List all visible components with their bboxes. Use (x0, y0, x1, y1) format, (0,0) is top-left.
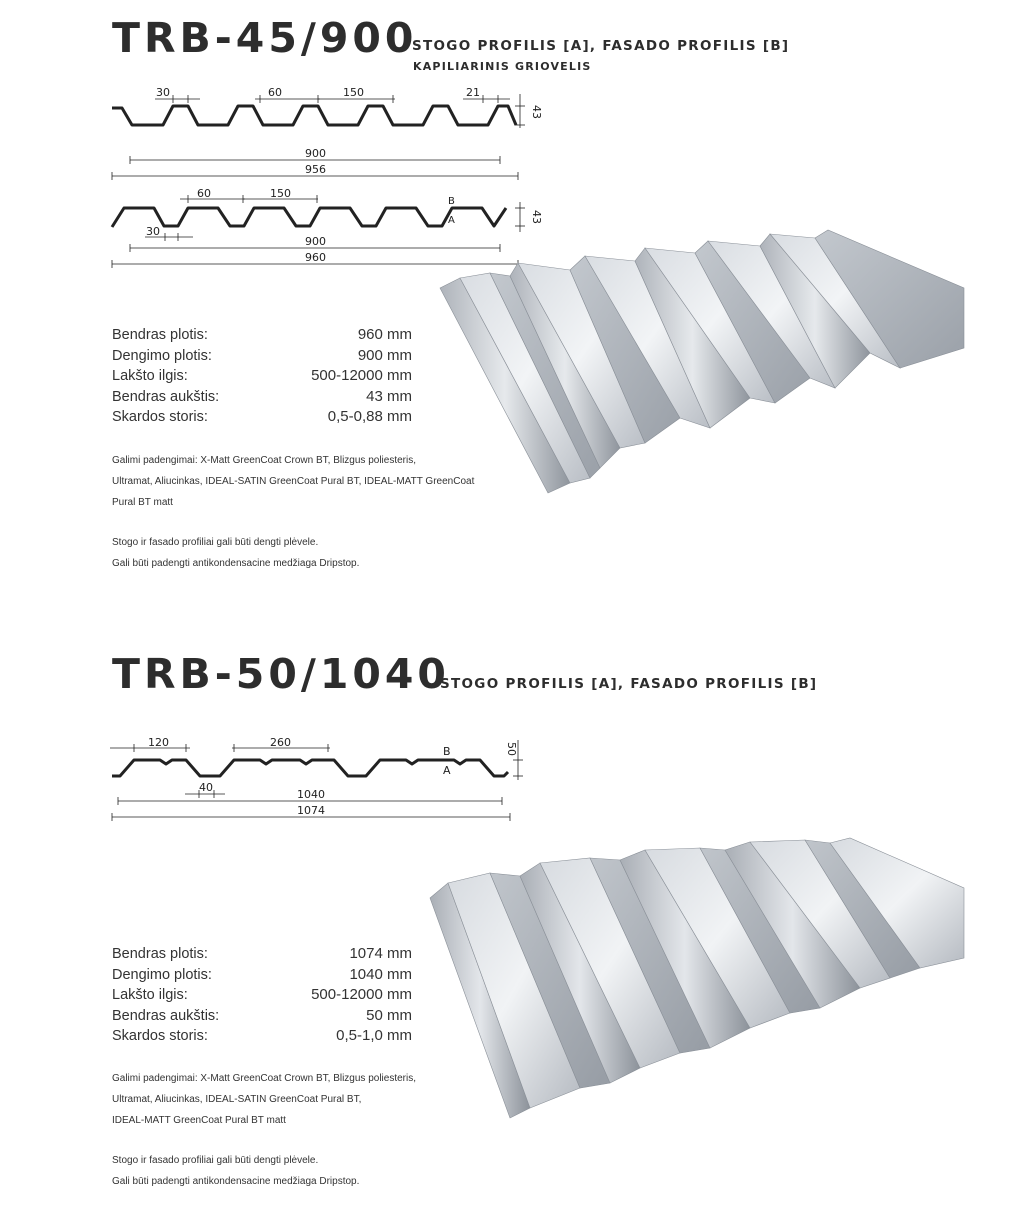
coatings-line: Galimi padengimai: X-Matt GreenCoat Crown BT, Blizgus poliesteris, (112, 455, 417, 466)
spec-row-cover-width (112, 346, 412, 367)
dim-label-43: 43 (530, 105, 543, 119)
spec-label: Bendras aukštis: (112, 1007, 220, 1024)
note-line: Gali būti padengti antikondensacine medžiaga Dripstop. (112, 558, 360, 569)
product2-profile-diagram (0, 730, 540, 825)
dim-label-1074: 1074 (297, 804, 325, 817)
spec-label: Lakšto ilgis: (112, 368, 188, 384)
product1-model-title: TRB-45/900 (112, 14, 418, 62)
note-line: Stogo ir fasado profiliai gali būti dengti plėvele. (112, 537, 319, 548)
dim-label-60: 60 (268, 86, 282, 99)
dim-label-120: 120 (148, 736, 169, 749)
note-line: Gali būti padengti antikondensacine medžiaga Dripstop. (112, 1176, 360, 1187)
dim-label-30: 30 (146, 225, 160, 238)
spec-row-total-height (112, 387, 412, 408)
product1-coatings-text (112, 450, 474, 513)
spec-row-thickness (112, 407, 412, 428)
spec-row-total-width (112, 325, 412, 346)
product1-profile-diagram-1 (0, 80, 543, 180)
product1-notes (112, 532, 359, 574)
coatings-line: IDEAL-MATT GreenCoat Pural BT matt (112, 1115, 286, 1126)
note-line: Stogo ir fasado profiliai gali būti dengti plėvele. (112, 1155, 319, 1166)
dim-label-43: 43 (530, 210, 543, 224)
product1-sheet-image (430, 228, 964, 500)
spec-label: Dengimo plotis: (112, 347, 212, 364)
spec-label: Bendras aukštis: (112, 388, 220, 405)
spec-label: Bendras plotis: (112, 946, 208, 962)
dim-label-150: 150 (270, 187, 291, 200)
spec-value: 0,5-1,0 mm (336, 1027, 412, 1044)
dim-label-260: 260 (270, 736, 291, 749)
product1-subtitle: STOGO PROFILIS [A], FASADO PROFILIS [B] (412, 38, 790, 54)
spec-value: 900 mm (357, 346, 412, 364)
spec-label: Dengimo plotis: (112, 966, 212, 983)
face-label-b: B (448, 196, 455, 207)
coatings-line: Pural BT matt (112, 497, 173, 508)
dim-label-60: 60 (197, 187, 211, 200)
spec-row-cover-width (112, 965, 412, 986)
face-label-b: B (443, 745, 451, 758)
product1-subtitle2: KAPILIARINIS GRIOVELIS (413, 60, 592, 73)
dim-label-150: 150 (343, 86, 364, 99)
product2-subtitle: STOGO PROFILIS [A], FASADO PROFILIS [B] (440, 676, 818, 692)
dim-label-900: 900 (305, 147, 326, 160)
spec-label: Skardos storis: (112, 409, 208, 425)
spec-row-thickness (112, 1026, 412, 1047)
dim-label-40: 40 (199, 781, 213, 794)
dim-label-956: 956 (305, 163, 326, 176)
product2-model-title: TRB-50/1040 (112, 650, 450, 698)
dim-label-21: 21 (466, 86, 480, 99)
product1-spec-table (112, 325, 412, 428)
spec-value: 960 mm (357, 326, 412, 343)
dim-label-50: 50 (505, 742, 518, 756)
face-label-a: A (443, 764, 451, 777)
spec-row-total-height (112, 1006, 412, 1027)
product2-spec-table (112, 944, 412, 1047)
product2-notes (112, 1150, 359, 1192)
face-label-a: A (448, 215, 455, 226)
spec-row-total-width (112, 944, 412, 965)
spec-value: 500-12000 mm (311, 986, 412, 1003)
coatings-line: Ultramat, Aliucinkas, IDEAL-SATIN GreenCoat Pural BT, IDEAL-MATT GreenCoat (112, 476, 475, 487)
dim-label-900: 900 (305, 235, 326, 248)
coatings-line: Galimi padengimai: X-Matt GreenCoat Crown BT, Blizgus poliesteris, (112, 1073, 417, 1084)
spec-value: 1040 mm (349, 965, 412, 983)
spec-value: 1074 mm (349, 945, 412, 962)
spec-row-sheet-length (112, 366, 412, 387)
product2-coatings-text (112, 1068, 416, 1131)
profile-line (112, 208, 506, 227)
spec-label: Lakšto ilgis: (112, 987, 188, 1003)
spec-value: 500-12000 mm (311, 367, 412, 384)
product2-sheet-image (420, 838, 964, 1120)
profile-line (112, 106, 516, 125)
coatings-line: Ultramat, Aliucinkas, IDEAL-SATIN GreenCoat Pural BT, (112, 1094, 362, 1105)
spec-row-sheet-length (112, 985, 412, 1006)
dim-label-1040: 1040 (297, 788, 325, 801)
spec-label: Bendras plotis: (112, 327, 208, 343)
dim-label-30: 30 (156, 86, 170, 99)
spec-value: 0,5-0,88 mm (327, 408, 412, 425)
spec-label: Skardos storis: (112, 1028, 208, 1044)
dim-label-960: 960 (305, 251, 326, 264)
spec-value: 50 mm (366, 1006, 412, 1024)
spec-value: 43 mm (366, 387, 412, 405)
